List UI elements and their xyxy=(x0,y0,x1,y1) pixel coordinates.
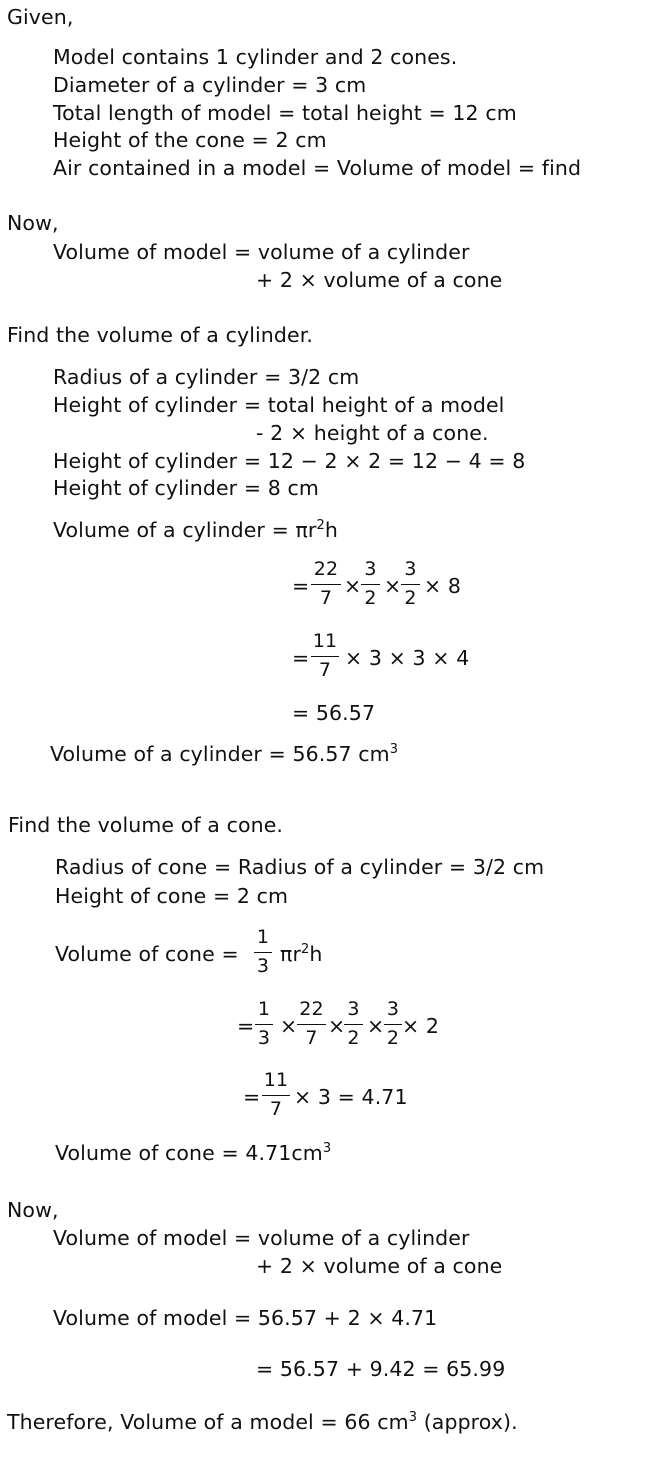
given-heading: Given, xyxy=(7,5,74,29)
cyl-step3: = 56.57 xyxy=(292,701,376,725)
cone-step1-fraction-3-2-b: $\frac{3}{2}$ xyxy=(384,1000,402,1048)
cylinder-heading: Find the volume of a cylinder. xyxy=(7,323,313,347)
cylinder-volume-result: Volume of a cylinder = 56.57 $cm^3$ xyxy=(50,742,399,766)
cone-volume-formula-label: Volume of cone = xyxy=(55,942,239,966)
model-volume-calc-2: = 56.57 + 9.42 = 65.99 xyxy=(256,1357,506,1381)
cone-formula-tail: $\pi r^2h$ xyxy=(280,942,323,966)
cyl-step2-fraction-11-7: $\frac{11}{7}$ xyxy=(312,630,338,681)
model-volume-def-line-2: + 2 × volume of a cone xyxy=(256,268,503,292)
cone-step1-times-2: × xyxy=(328,1014,346,1038)
cone-step2-tail: × 3 = 4.71 xyxy=(294,1085,408,1109)
cone-heading: Find the volume of a cone. xyxy=(8,813,284,837)
cyl-step1-fraction-22-7: $\frac{22}{7}$ xyxy=(311,560,341,608)
cylinder-volume-formula: Volume of a cylinder = $\pi r^2h$ xyxy=(53,518,338,542)
given-line-2: Diameter of a cylinder = 3 cm xyxy=(53,73,367,97)
cone-height: Height of cone = 2 cm xyxy=(55,884,289,908)
cyl-step1-times-1: × xyxy=(344,574,362,598)
cone-step1-fraction-1-3: $\frac{1}{3}$ xyxy=(255,1000,273,1048)
cone-radius: Radius of cone = Radius of a cylinder = 3/2 cm xyxy=(55,855,545,879)
now-heading-2: Now, xyxy=(7,1198,59,1222)
model-volume-def-line-1: Volume of model = volume of a cylinder xyxy=(53,240,470,264)
cone-step2-equals: = xyxy=(243,1085,261,1109)
cone-step1-times-1: × xyxy=(280,1014,298,1038)
cone-step1-fraction-22-7: $\frac{22}{7}$ xyxy=(297,1000,326,1048)
cyl-step1-fraction-3-2-a: $\frac{3}{2}$ xyxy=(361,560,380,608)
given-line-1: Model contains 1 cylinder and 2 cones. xyxy=(53,45,458,69)
cyl-step2-tail: × 3 × 3 × 4 xyxy=(345,646,470,670)
given-line-3: Total length of model = total height = 12 cm xyxy=(53,101,517,125)
cyl-step1-tail: × 8 xyxy=(424,574,462,598)
cone-step1-times-3: × xyxy=(367,1014,385,1038)
cone-volume-result: Volume of cone = $4.71cm^3$ xyxy=(55,1141,332,1165)
given-line-5: Air contained in a model = Volume of model = find xyxy=(53,156,582,180)
cone-step1-fraction-3-2-a: $\frac{3}{2}$ xyxy=(344,1000,363,1048)
now-heading-1: Now, xyxy=(7,211,59,235)
conclusion: Therefore, Volume of a model = 66 $cm^3$ (approx). xyxy=(7,1410,518,1434)
model-volume-calc-1: Volume of model = 56.57 + 2 × 4.71 xyxy=(53,1306,438,1330)
model-volume-def2-line-2: + 2 × volume of a cone xyxy=(256,1254,503,1278)
cylinder-height-calc: Height of cylinder = 12 − 2 × 2 = 12 − 4 = 8 xyxy=(53,449,526,473)
cone-formula-fraction-1-3: $\frac{1}{3}$ xyxy=(254,928,272,976)
cylinder-height-def: Height of cylinder = total height of a model xyxy=(53,393,505,417)
cone-step1-equals: = xyxy=(237,1014,255,1038)
cylinder-height-result: Height of cylinder = 8 cm xyxy=(53,476,319,500)
model-volume-def2-line-1: Volume of model = volume of a cylinder xyxy=(53,1226,470,1250)
given-line-4: Height of the cone = 2 cm xyxy=(53,128,327,152)
cyl-step1-equals: = xyxy=(292,574,310,598)
cone-step1-tail: × 2 xyxy=(402,1014,440,1038)
cylinder-height-def-cont: - 2 × height of a cone. xyxy=(256,421,489,445)
cylinder-radius: Radius of a cylinder = 3/2 cm xyxy=(53,365,360,389)
cyl-step1-times-2: × xyxy=(384,574,402,598)
cyl-step2-equals: = xyxy=(292,646,310,670)
cyl-step1-fraction-3-2-b: $\frac{3}{2}$ xyxy=(401,560,420,608)
cone-step2-fraction-11-7: $\frac{11}{7}$ xyxy=(263,1069,289,1120)
